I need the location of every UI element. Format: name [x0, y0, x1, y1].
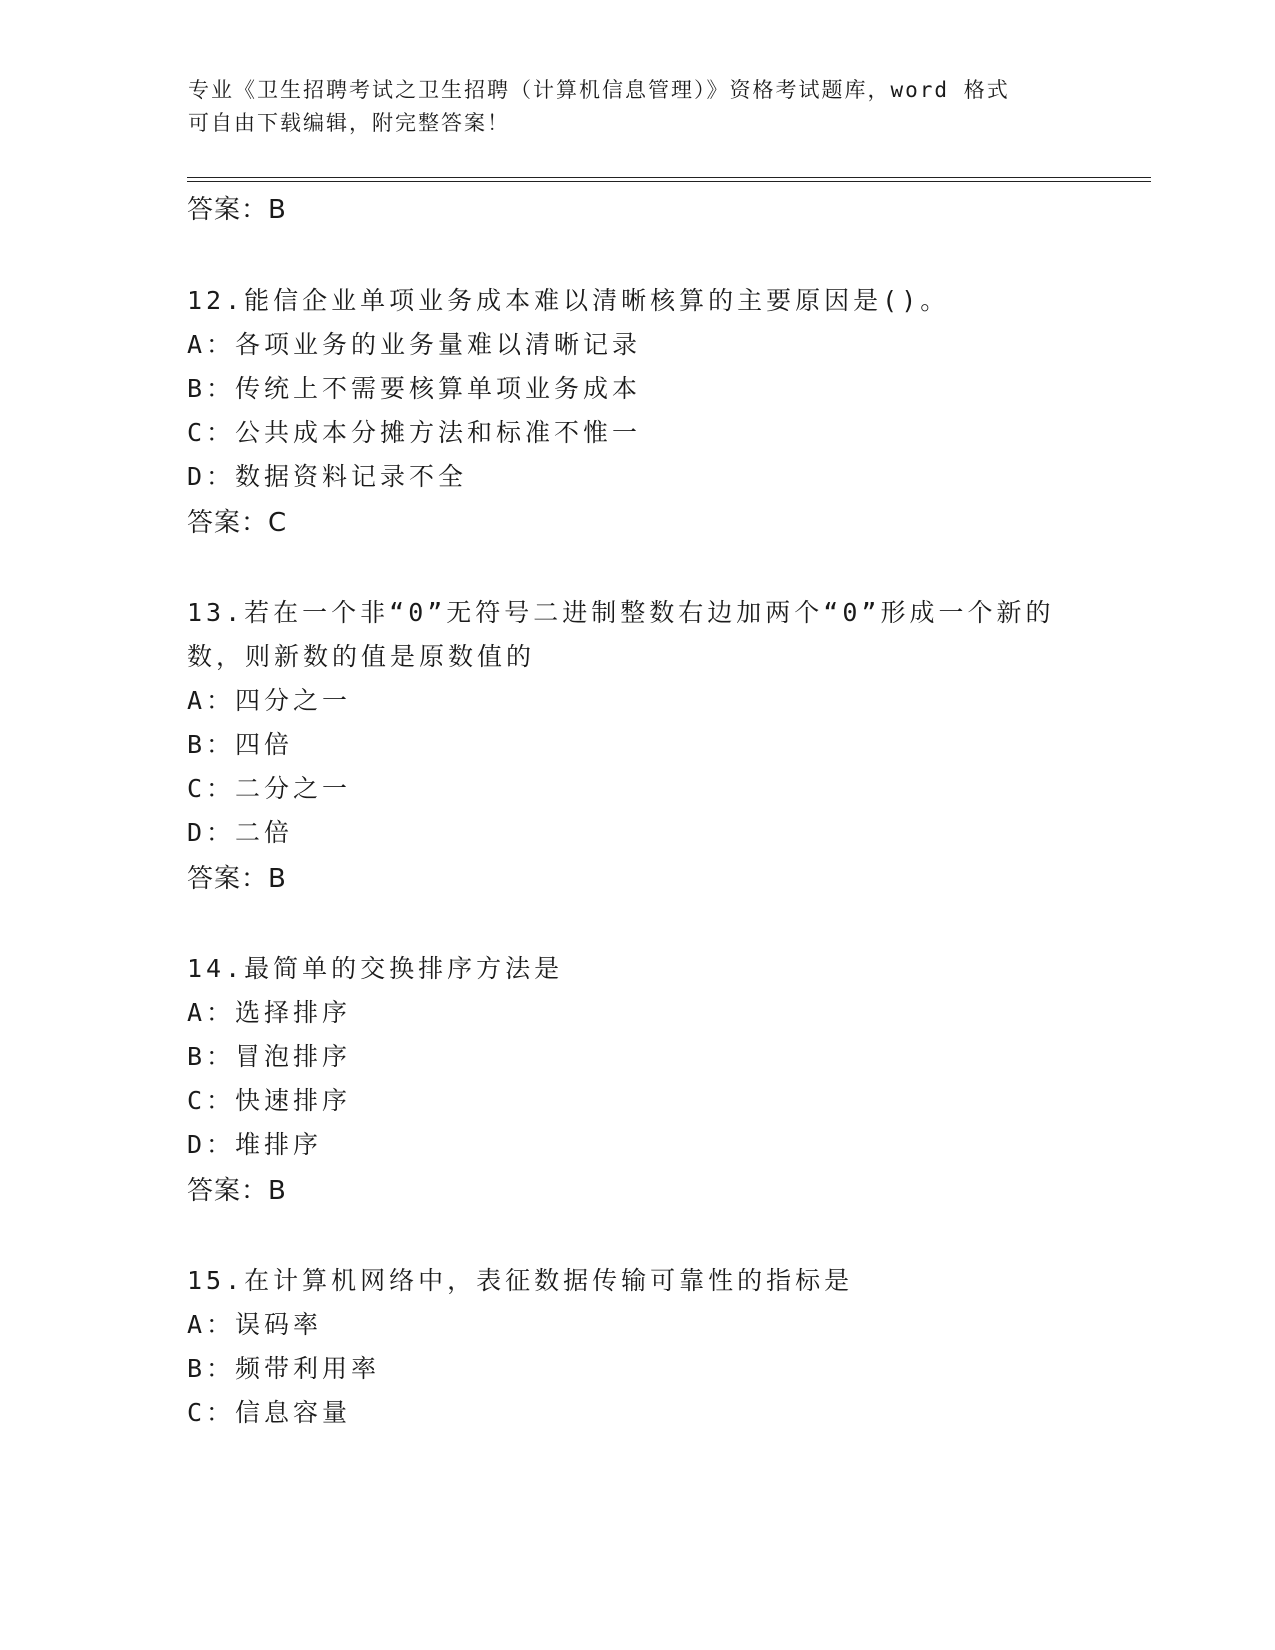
- header-line-1: 专业《卫生招聘考试之卫生招聘（计算机信息管理）》资格考试题库，word 格式: [188, 78, 1010, 102]
- document-header: [188, 74, 1088, 140]
- option-b: B：传统上不需要核算单项业务成本: [187, 374, 642, 403]
- option-a: A：选择排序: [187, 998, 352, 1027]
- option-b: B：四倍: [187, 730, 294, 759]
- option-b: B：频带利用率: [187, 1354, 381, 1383]
- answer: 答案：C: [187, 508, 288, 538]
- answer-q11: 答案：B: [187, 195, 287, 225]
- header-line-2: 可自由下载编辑，附完整答案！: [188, 111, 510, 135]
- option-c: C：公共成本分摊方法和标准不惟一: [187, 418, 642, 447]
- answer: 答案：B: [187, 864, 287, 894]
- option-a: A：误码率: [187, 1310, 323, 1339]
- answer: 答案：B: [187, 1176, 287, 1206]
- option-c: C：信息容量: [187, 1398, 352, 1427]
- option-c: C：快速排序: [187, 1086, 352, 1115]
- question-stem: 15.在计算机网络中，表征数据传输可靠性的指标是: [187, 1266, 854, 1295]
- option-d: D：二倍: [187, 818, 294, 847]
- header-rule-top: [187, 177, 1151, 178]
- option-a: A：各项业务的业务量难以清晰记录: [187, 330, 642, 359]
- question-stem-continued: 数，则新数的值是原数值的: [187, 642, 536, 671]
- option-a: A：四分之一: [187, 686, 352, 715]
- question-stem: 13.若在一个非“0”无符号二进制整数右边加两个“0”形成一个新的: [187, 598, 1055, 627]
- question-stem: 14.最简单的交换排序方法是: [187, 954, 564, 983]
- question-stem: 12.能信企业单项业务成本难以清晰核算的主要原因是()。: [187, 286, 950, 315]
- option-d: D：数据资料记录不全: [187, 462, 468, 491]
- option-c: C：二分之一: [187, 774, 352, 803]
- header-rule-bottom: [187, 181, 1151, 182]
- option-d: D：堆排序: [187, 1130, 323, 1159]
- option-b: B：冒泡排序: [187, 1042, 352, 1071]
